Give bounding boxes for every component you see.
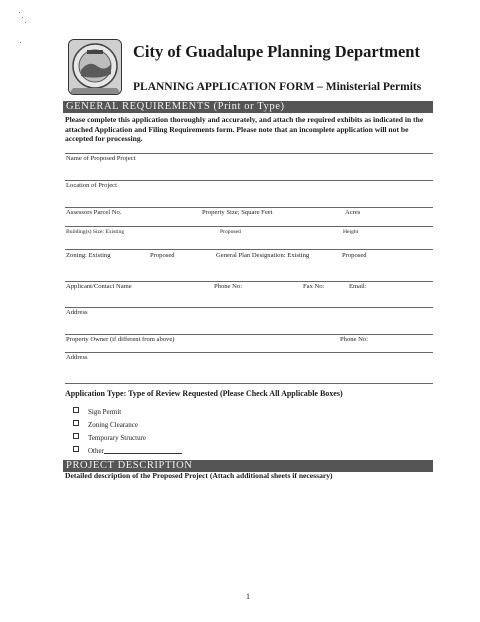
gp-existing-label: General Plan Designation: Existing xyxy=(216,252,310,259)
intro-text: Please complete this application thoroughly and accurately, and attach the required exhibits as indicated in the attached Application and Filing Requirements form. Please note that an incomplete application will not be accepted for processing. xyxy=(65,115,424,144)
checkbox[interactable] xyxy=(73,433,79,439)
gp-proposed-label: Proposed xyxy=(342,252,367,259)
org-title: City of Guadalupe Planning Department xyxy=(133,42,420,61)
city-seal xyxy=(68,39,122,95)
option-other[interactable] xyxy=(73,446,182,455)
checkbox[interactable] xyxy=(73,407,79,413)
fax-label: Fax No: xyxy=(303,283,325,290)
zoning-existing-label: Zoning: Existing xyxy=(66,252,111,259)
option-label: Temporary Structure xyxy=(88,434,147,442)
option-zoning-clearance[interactable] xyxy=(73,420,138,429)
checkbox[interactable] xyxy=(73,446,79,452)
email-label: Email: xyxy=(349,283,367,290)
building-size-label: Building(s) Size: Existing xyxy=(66,229,125,235)
building-proposed-label: Proposed xyxy=(220,229,241,235)
rule xyxy=(65,281,433,282)
city-seal-icon xyxy=(69,40,121,94)
description-label: Detailed description of the Proposed Project (Attach additional sheets if necessary) xyxy=(65,471,333,480)
page-number: 1 xyxy=(246,592,250,601)
rule xyxy=(65,352,433,353)
rule xyxy=(65,153,433,154)
project-name-label: Name of Proposed Project xyxy=(66,155,136,162)
phone-label: Phone No: xyxy=(214,283,243,290)
owner-phone-label: Phone No: xyxy=(340,336,369,343)
checkbox[interactable] xyxy=(73,420,79,426)
option-temporary-structure[interactable] xyxy=(73,433,146,442)
property-size-label: Property Size; Square Feet xyxy=(202,209,273,216)
rule xyxy=(65,383,433,384)
option-label: Other xyxy=(88,447,104,455)
parcel-label: Assessors Parcel No. xyxy=(66,209,122,216)
rule xyxy=(65,307,433,308)
project-description-heading: PROJECT DESCRIPTION xyxy=(63,460,433,472)
rule xyxy=(65,180,433,181)
rule xyxy=(65,207,433,208)
general-requirements-heading: GENERAL REQUIREMENTS (Print or Type) xyxy=(63,101,433,113)
option-sign-permit[interactable] xyxy=(73,407,121,416)
address-label: Address xyxy=(66,309,88,316)
zoning-proposed-label: Proposed xyxy=(150,252,175,259)
application-type-heading: Application Type: Type of Review Requested (Please Check All Applicable Boxes) xyxy=(65,389,343,398)
form-title: PLANNING APPLICATION FORM – Ministerial Permits xyxy=(133,81,422,93)
option-label: Sign Permit xyxy=(88,408,122,416)
rule xyxy=(65,226,433,227)
rule xyxy=(65,249,433,250)
option-label: Zoning Clearance xyxy=(88,421,138,429)
rule xyxy=(65,334,433,335)
height-label: Height xyxy=(343,229,359,235)
applicant-label: Applicant/Contact Name xyxy=(66,283,132,290)
owner-label: Property Owner (if different from above) xyxy=(66,336,175,343)
other-line[interactable] xyxy=(104,446,182,454)
location-label: Location of Project xyxy=(66,182,117,189)
acres-label: Acres xyxy=(345,209,361,216)
owner-address-label: Address xyxy=(66,354,88,361)
